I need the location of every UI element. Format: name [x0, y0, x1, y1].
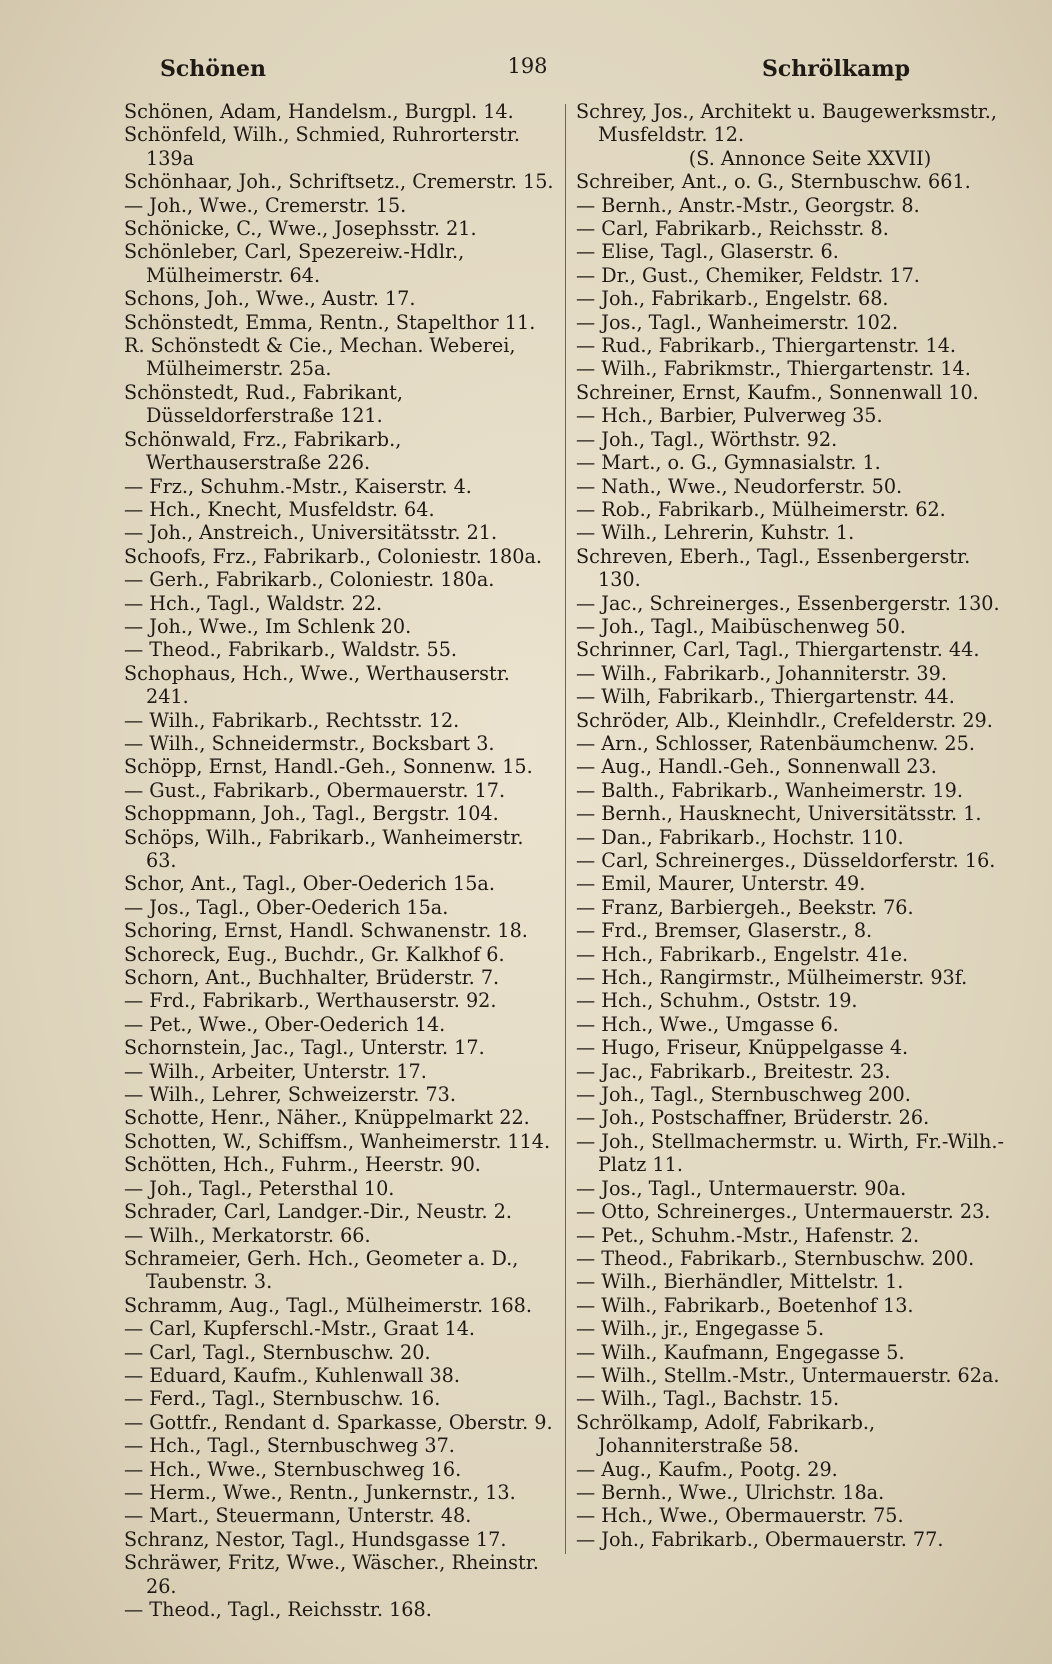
- directory-entry: R. Schönstedt & Cie., Mechan. Weberei, Mülheimerstr. 25a.: [124, 334, 516, 381]
- directory-entry: — Gust., Fabrikarb., Obermauerstr. 17.: [124, 778, 506, 802]
- directory-entry: — Wilh., Bierhändler, Mittelstr. 1.: [576, 1270, 904, 1294]
- directory-entry: (S. Annonce Seite XXVII): [688, 146, 932, 170]
- directory-entry: Schor, Ant., Tagl., Ober-Oederich 15a.: [124, 872, 495, 896]
- page-number: 198: [507, 54, 548, 78]
- directory-entry: — Hch., Tagl., Waldstr. 22.: [124, 591, 383, 615]
- directory-entry: — Emil, Maurer, Unterstr. 49.: [576, 872, 866, 896]
- page-header: [125, 50, 930, 90]
- directory-entry: — Jos., Tagl., Untermauerstr. 90a.: [576, 1176, 907, 1200]
- directory-entry: — Wilh., Fabrikarb., Boetenhof 13.: [576, 1293, 914, 1317]
- directory-entry: — Bernh., Wwe., Ulrichstr. 18a.: [576, 1480, 885, 1504]
- directory-entry: Schons, Joh., Wwe., Austr. 17.: [124, 287, 416, 311]
- directory-entry: Schönleber, Carl, Spezereiw.-Hdlr., Mülheimerstr. 64.: [124, 240, 465, 287]
- directory-entry: — Joh., Wwe., Im Schlenk 20.: [124, 614, 412, 638]
- directory-entry: — Joh., Wwe., Cremerstr. 15.: [124, 193, 407, 217]
- directory-entry: — Theod., Fabrikarb., Waldstr. 55.: [124, 638, 458, 662]
- directory-entry: — Mart., o. G., Gymnasialstr. 1.: [576, 451, 881, 475]
- directory-entry: — Wilh., Kaufmann, Engegasse 5.: [576, 1340, 905, 1364]
- directory-entry: Schoppmann, Joh., Tagl., Bergstr. 104.: [124, 802, 499, 826]
- directory-entry: — Wilh, Fabrikarb., Thiergartenstr. 44.: [576, 685, 955, 709]
- directory-entry: — Hch., Schuhm., Oststr. 19.: [576, 989, 858, 1013]
- directory-entry: — Wilh., Lehrerin, Kuhstr. 1.: [576, 521, 855, 545]
- directory-entry: — Frd., Bremser, Glaserstr., 8.: [576, 919, 873, 943]
- directory-entry: — Wilh., Stellm.-Mstr., Untermauerstr. 62a.: [576, 1363, 1000, 1387]
- directory-entry: Schrinner, Carl, Tagl., Thiergartenstr. 44.: [576, 638, 980, 662]
- directory-entry: Schröder, Alb., Kleinhdlr., Crefelderstr. 29.: [576, 708, 993, 732]
- directory-entry: — Hch., Rangirmstr., Mülheimerstr. 93f.: [576, 966, 968, 990]
- directory-entry: — Hch., Wwe., Umgasse 6.: [576, 1012, 839, 1036]
- directory-entry: Schoreck, Eug., Buchdr., Gr. Kalkhof 6.: [124, 942, 505, 966]
- directory-entry: — Joh., Fabrikarb., Engelstr. 68.: [576, 287, 889, 311]
- directory-entry: — Mart., Steuermann, Unterstr. 48.: [124, 1504, 472, 1528]
- directory-entry: — Wilh., Fabrikarb., Rechtsstr. 12.: [124, 708, 460, 732]
- directory-entry: — Gottfr., Rendant d. Sparkasse, Oberstr. 9.: [124, 1410, 553, 1434]
- directory-entry: Schranz, Nestor, Tagl., Hundsgasse 17.: [124, 1527, 507, 1551]
- directory-entry: — Carl, Tagl., Sternbuschw. 20.: [124, 1340, 431, 1364]
- directory-entry: Schreven, Eberh., Tagl., Essenbergerstr. 130.: [576, 544, 971, 592]
- directory-entry: — Jos., Tagl., Wanheimerstr. 102.: [576, 310, 899, 334]
- directory-entry: — Jos., Tagl., Ober-Oederich 15a.: [124, 895, 449, 919]
- directory-entry: Schönstedt, Emma, Rentn., Stapelthor 11.: [124, 310, 536, 334]
- directory-entry: — Hch., Barbier, Pulverweg 35.: [576, 404, 883, 428]
- directory-entry: — Hch., Fabrikarb., Engelstr. 41e.: [576, 942, 909, 966]
- directory-entry: — Wilh., Arbeiter, Unterstr. 17.: [124, 1059, 427, 1083]
- directory-entry: — Franz, Barbiergeh., Beekstr. 76.: [576, 895, 914, 919]
- directory-entry: Schramm, Aug., Tagl., Mülheimerstr. 168.: [124, 1293, 532, 1317]
- directory-entry: — Dan., Fabrikarb., Hochstr. 110.: [576, 825, 904, 849]
- directory-entry: Schotte, Henr., Näher., Knüppelmarkt 22.: [124, 1106, 530, 1130]
- directory-entry: Schrameier, Gerh. Hch., Geometer a. D., Taubenstr. 3.: [124, 1246, 519, 1294]
- directory-entry: — Arn., Schlosser, Ratenbäumchenw. 25.: [576, 731, 975, 755]
- directory-entry: Schönhaar, Joh., Schriftsetz., Cremerstr. 15.: [124, 170, 554, 194]
- directory-entry: — Wilh., Fabrikarb., Johanniterstr. 39.: [576, 661, 947, 685]
- directory-entry: — Hch., Tagl., Sternbuschweg 37.: [124, 1434, 455, 1458]
- directory-entry: — Wilh., Lehrer, Schweizerstr. 73.: [124, 1083, 456, 1107]
- directory-entry: — Hch., Wwe., Obermauerstr. 75.: [576, 1504, 904, 1528]
- directory-entry: — Joh., Tagl., Petersthal 10.: [124, 1176, 395, 1200]
- directory-entry: — Jac., Schreinerges., Essenbergerstr. 130.: [576, 591, 1000, 615]
- header-first-name: Schönen: [160, 56, 266, 82]
- directory-entry: — Joh., Tagl., Wörthstr. 92.: [576, 427, 838, 451]
- directory-entry: — Joh., Fabrikarb., Obermauerstr. 77.: [576, 1527, 944, 1551]
- directory-entry: Schrey, Jos., Architekt u. Baugewerksmstr., Musfeldstr. 12.: [576, 100, 997, 147]
- directory-entry: — Theod., Fabrikarb., Sternbuschw. 200.: [576, 1246, 975, 1270]
- directory-entry: — Wilh., Fabrikmstr., Thiergartenstr. 14.: [576, 357, 971, 381]
- directory-entry: Schornstein, Jac., Tagl., Unterstr. 17.: [124, 1036, 485, 1060]
- directory-entry: — Joh., Tagl., Maibüschenweg 50.: [576, 614, 906, 638]
- directory-entry: Schophaus, Hch., Wwe., Werthauserstr. 241.: [124, 661, 510, 709]
- directory-entry: — Wilh., Tagl., Bachstr. 15.: [576, 1387, 840, 1411]
- directory-entry: — Carl, Fabrikarb., Reichsstr. 8.: [576, 217, 889, 241]
- directory-entry: — Frz., Schuhm.-Mstr., Kaiserstr. 4.: [124, 474, 472, 498]
- directory-entry: Schreiber, Ant., o. G., Sternbuschw. 661.: [576, 170, 971, 194]
- directory-entry: Schönfeld, Wilh., Schmied, Ruhrorterstr. 139a: [124, 123, 520, 170]
- directory-entry: — Wilh., Merkatorstr. 66.: [124, 1223, 371, 1247]
- directory-entry: Schrölkamp, Adolf, Fabrikarb., Johanniterstraße 58.: [576, 1410, 876, 1458]
- directory-entry: — Rob., Fabrikarb., Mülheimerstr. 62.: [576, 497, 946, 521]
- column-divider: [565, 104, 566, 1554]
- directory-entry: — Eduard, Kaufm., Kuhlenwall 38.: [124, 1363, 460, 1387]
- directory-entry: — Aug., Kaufm., Pootg. 29.: [576, 1457, 838, 1481]
- directory-entry: — Rud., Fabrikarb., Thiergartenstr. 14.: [576, 334, 957, 358]
- directory-entry: — Herm., Wwe., Rentn., Junkernstr., 13.: [124, 1480, 516, 1504]
- directory-entry: Schötten, Hch., Fuhrm., Heerstr. 90.: [124, 1153, 481, 1177]
- directory-entry: — Gerh., Fabrikarb., Coloniestr. 180a.: [124, 568, 495, 592]
- directory-entry: — Hch., Wwe., Sternbuschweg 16.: [124, 1457, 462, 1481]
- directory-entry: — Bernh., Anstr.-Mstr., Georgstr. 8.: [576, 193, 920, 217]
- directory-entry: Schöps, Wilh., Fabrikarb., Wanheimerstr. 63.: [124, 825, 524, 872]
- directory-entry: Schotten, W., Schiffsm., Wanheimerstr. 114.: [124, 1129, 551, 1153]
- directory-entry: — Joh., Tagl., Sternbuschweg 200.: [576, 1083, 911, 1107]
- directory-entry: — Balth., Fabrikarb., Wanheimerstr. 19.: [576, 778, 963, 802]
- directory-entry: — Carl, Schreinerges., Düsseldorferstr. 16.: [576, 849, 996, 872]
- directory-entry: — Theod., Tagl., Reichsstr. 168.: [124, 1598, 432, 1621]
- directory-entry: — Elise, Tagl., Glaserstr. 6.: [576, 240, 839, 264]
- directory-entry: — Ferd., Tagl., Sternbuschw. 16.: [124, 1387, 441, 1411]
- directory-entry: — Jac., Fabrikarb., Breitestr. 23.: [576, 1059, 891, 1083]
- directory-entry: — Hch., Knecht, Musfeldstr. 64.: [124, 497, 435, 521]
- directory-entry: Schönstedt, Rud., Fabrikant, Düsseldorferstraße 121.: [124, 380, 403, 428]
- directory-entry: Schoofs, Frz., Fabrikarb., Coloniestr. 180a.: [124, 544, 543, 568]
- header-last-name: Schrölkamp: [761, 56, 910, 82]
- directory-entry: — Wilh., Schneidermstr., Bocksbart 3.: [124, 731, 495, 755]
- directory-entry: Schönen, Adam, Handelsm., Burgpl. 14.: [124, 100, 514, 123]
- directory-entry: — Carl, Kupferschl.-Mstr., Graat 14.: [124, 1317, 476, 1341]
- directory-entry: Schreiner, Ernst, Kaufm., Sonnenwall 10.: [576, 380, 979, 404]
- directory-entry: Schorn, Ant., Buchhalter, Brüderstr. 7.: [124, 966, 500, 990]
- directory-entry: Schräwer, Fritz, Wwe., Wäscher., Rheinstr. 26.: [124, 1551, 539, 1598]
- directory-entry: Schönicke, C., Wwe., Josephsstr. 21.: [124, 217, 477, 241]
- directory-entry: — Frd., Fabrikarb., Werthauserstr. 92.: [124, 989, 497, 1013]
- directory-entry: — Dr., Gust., Chemiker, Feldstr. 17.: [576, 263, 920, 287]
- directory-entry: — Bernh., Hausknecht, Universitätsstr. 1.: [576, 802, 982, 826]
- directory-entry: — Otto, Schreinerges., Untermauerstr. 23.: [576, 1200, 991, 1224]
- directory-entry: — Joh., Anstreich., Universitätsstr. 21.: [124, 521, 498, 545]
- directory-entry: — Hugo, Friseur, Knüppelgasse 4.: [576, 1036, 909, 1060]
- directory-entry: — Joh., Stellmachermstr. u. Wirth, Fr.-Wilh.-Platz 11.: [576, 1129, 1004, 1177]
- directory-entry: Schönwald, Frz., Fabrikarb., Werthauserstraße 226.: [124, 427, 402, 475]
- directory-entry: — Aug., Handl.-Geh., Sonnenwall 23.: [576, 755, 937, 779]
- directory-entry: Schöpp, Ernst, Handl.-Geh., Sonnenw. 15.: [124, 755, 533, 779]
- directory-entry: — Pet., Wwe., Ober-Oederich 14.: [124, 1012, 446, 1036]
- directory-entry: Schoring, Ernst, Handl. Schwanenstr. 18.: [124, 919, 528, 943]
- directory-entry: — Joh., Postschaffner, Brüderstr. 26.: [576, 1106, 930, 1130]
- directory-entry: — Nath., Wwe., Neudorferstr. 50.: [576, 474, 903, 498]
- right-column: [576, 100, 1014, 1551]
- directory-entry: — Pet., Schuhm.-Mstr., Hafenstr. 2.: [576, 1223, 920, 1247]
- left-column: [124, 100, 556, 1621]
- directory-entry: Schrader, Carl, Landger.-Dir., Neustr. 2.: [124, 1200, 512, 1224]
- directory-entry: — Wilh., jr., Engegasse 5.: [576, 1317, 825, 1341]
